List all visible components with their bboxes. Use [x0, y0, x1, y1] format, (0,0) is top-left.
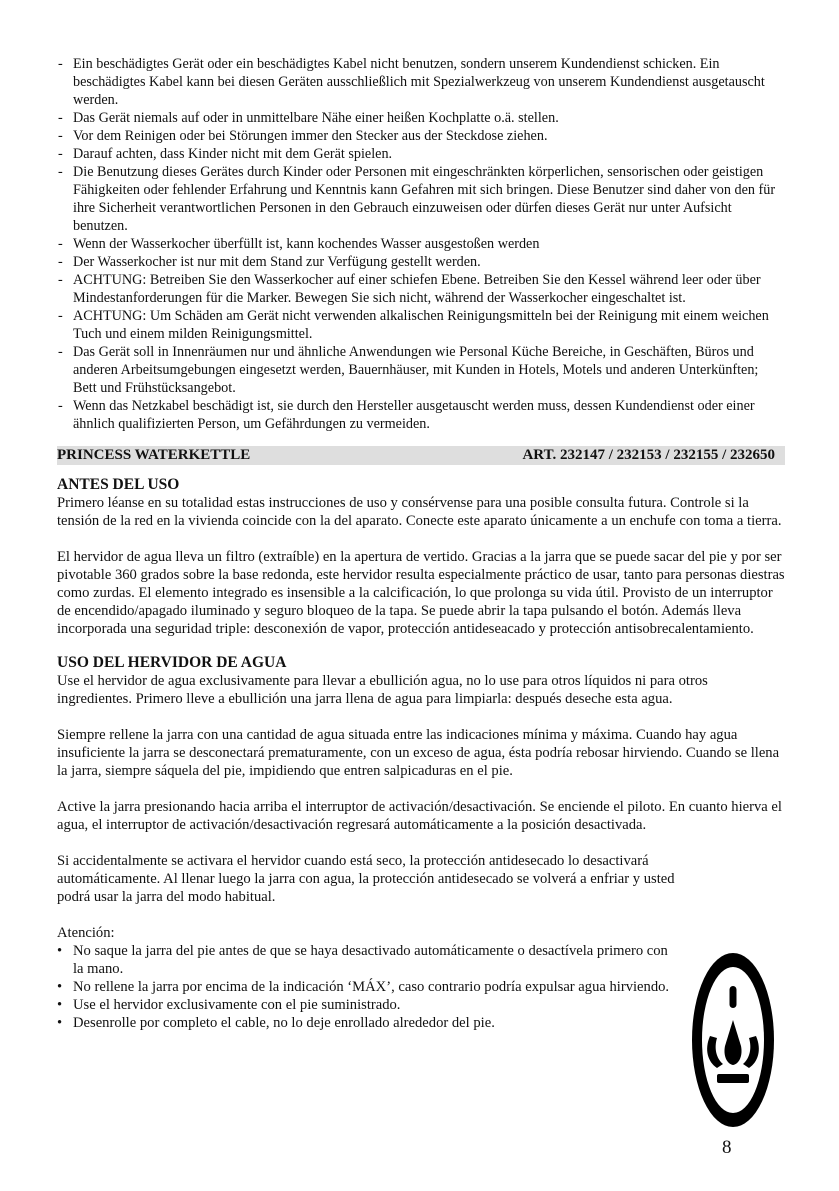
warning-item: - Der Wasserkocher ist nur mit dem Stand zur Verfügung gestellt werden. [57, 253, 785, 271]
paragraph: Primero léanse en su totalidad estas instrucciones de uso y consérvense para una posible consulta futura. Controle si la tensión de la red en la vivienda coincide con la del aparato. Conecte este aparato únicamente a un enchufe con toma a tierra. [57, 495, 782, 529]
paragraph: Use el hervidor de agua exclusivamente para llevar a ebullición agua, no lo use para otros líquidos ni para otros ingredientes. Primero lleve a ebullición una jarra llena de agua para limpiarla: después deseche esta agua. [57, 673, 708, 707]
attention-item: • No rellene la jarra por encima de la indicación ‘MÁX’, caso contrario podría expulsar agua hirviendo. [57, 978, 677, 996]
paragraph: El hervidor de agua lleva un filtro (extraíble) en la apertura de vertido. Gracias a la jarra que se puede sacar del pie y por ser pivotable 360 grados sobre la base redonda, este hervidor resulta especialmente práctico de usar, tanto para personas diestras como zurdas. El elemento integrado es insensible a la calcificación, lo que prolonga su vida útil. Provisto de un interruptor de encendido/apagado iluminado y seguro bloqueo de la tapa. Se puede abrir la tapa pulsando el botón. Además lleva incorporada una seguridad triple: desconexión de vapor, protección antideseacado y protección antisobrecalentamiento. [57, 549, 785, 637]
warnings-list-de [57, 55, 785, 433]
article-numbers: ART. 232147 / 232153 / 232155 / 232650 [522, 447, 775, 463]
product-header-band [57, 446, 785, 465]
warning-item: - ACHTUNG: Betreiben Sie den Wasserkocher auf einer schiefen Ebene. Betreiben Sie den Kessel während leer oder über Mindestanforderungen für die Marker. Bewegen Sie sich nicht, während der Wasserkocher eingeschaltet ist. [57, 271, 785, 307]
warning-item: - Ein beschädigtes Gerät oder ein beschädigtes Kabel nicht benutzen, sondern unserem Kundendienst schicken. Ein beschädigtes Kabel kann bei diesen Geräten ausschließlich mit Spezialwerkzeug von unserem Kundendienst ausgetauscht werden. [57, 55, 785, 109]
warning-item: - Wenn der Wasserkocher überfüllt ist, kann kochendes Wasser ausgestoßen werden [57, 235, 785, 253]
warning-item: - Das Gerät soll in Innenräumen nur und ähnliche Anwendungen wie Personal Küche Bereiche, in Geschäften, Büros und anderen Arbeitsumgebungen eingesetzt werden, Bauernhäuser, mit Kunden in Hotels, Motels und anderen Unterkünften; Bett und Frühstücksangebot. [57, 343, 785, 397]
manual-page [57, 55, 785, 1032]
section-before-use [57, 494, 785, 638]
section-heading-kettle-use: USO DEL HERVIDOR DE AGUA [57, 654, 287, 671]
product-name: PRINCESS WATERKETTLE [57, 447, 251, 463]
warning-item: - Darauf achten, dass Kinder nicht mit dem Gerät spielen. [57, 145, 785, 163]
warning-item: - Die Benutzung dieses Gerätes durch Kinder oder Personen mit eingeschränkten körperlichen, sensorischen oder geistigen Fähigkeiten oder fehlender Erfahrung und Kenntnis kann Gefahren mit sich bringen. Diese Benutzer sind daher von den für ihre Sicherheit verantwortlichen Personen in den Gebrauch einzuweisen oder dürfen dieses Gerät nur unter Aufsicht benutzen. [57, 163, 785, 235]
warning-item: - Wenn das Netzkabel beschädigt ist, sie durch den Hersteller ausgetauscht werden muss, dessen Kundendienst oder einer ähnlich qualifizierten Person, um Gefährdungen zu vermeiden. [57, 397, 785, 433]
paragraph: Si accidentalmente se activara el hervidor cuando está seco, la protección antidesecado lo desactivará automáticamente. Al llenar luego la jarra con agua, la protección antidesecado se volverá a enfriar y usted podrá usar la jarra del modo habitual. [57, 853, 675, 905]
attention-label: Atención: [57, 925, 115, 941]
warning-item: - ACHTUNG: Um Schäden am Gerät nicht verwenden alkalischen Reinigungsmitteln bei der Reinigung mit einem weichen Tuch und einem milden Reinigungsmittel. [57, 307, 785, 343]
section-kettle-use [57, 672, 785, 906]
attention-item: • Use el hervidor exclusivamente con el pie suministrado. [57, 996, 677, 1014]
attention-item: • Desenrolle por completo el cable, no lo deje enrollado alrededor del pie. [57, 1014, 677, 1032]
page-number: 8 [722, 1137, 732, 1158]
warning-item: - Vor dem Reinigen oder bei Störungen immer den Stecker aus der Steckdose ziehen. [57, 127, 785, 145]
attention-list [57, 942, 677, 1032]
section-heading-before-use: ANTES DEL USO [57, 476, 180, 493]
paragraph: Siempre rellene la jarra con una cantidad de agua situada entre las indicaciones mínima y máxima. Cuando hay agua insuficiente la jarra se desconectará prematuramente, con un exceso de agua, ésta podría rebosar hirviendo. Cuando se llena la jarra, siempre sáquela del pie, impidiendo que entren salpicaduras en el pie. [57, 727, 780, 779]
kettle-safety-icon [690, 950, 776, 1130]
paragraph: Active la jarra presionando hacia arriba el interruptor de activación/desactivación. Se enciende el piloto. En cuanto hierva el agua, el interruptor de activación/desactivación regresará automáticamente a la posición desactivada. [57, 799, 782, 833]
warning-item: - Das Gerät niemals auf oder in unmittelbare Nähe einer heißen Kochplatte o.ä. stellen. [57, 109, 785, 127]
attention-item: • No saque la jarra del pie antes de que se haya desactivado automáticamente o desactívela primero con la mano. [57, 942, 677, 978]
